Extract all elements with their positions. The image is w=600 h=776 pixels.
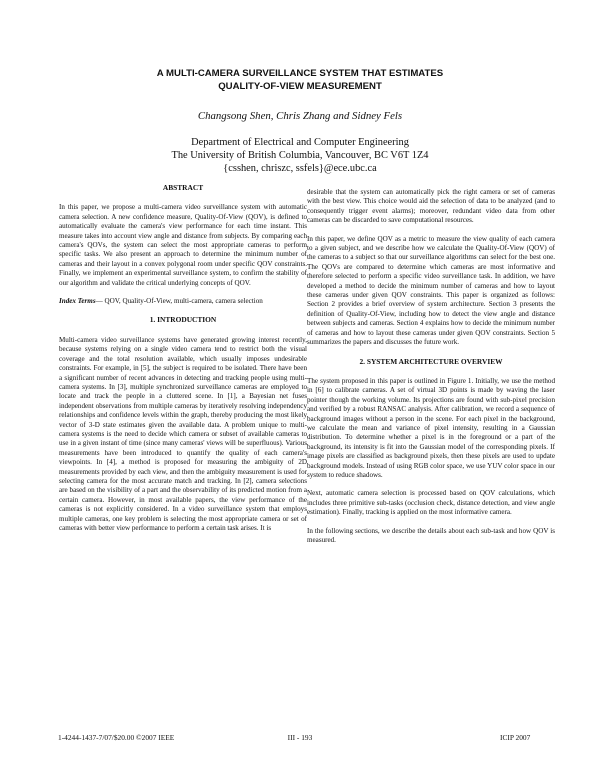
- footer-page-number: III - 193: [287, 733, 313, 742]
- intro-heading: 1. INTRODUCTION: [149, 315, 217, 325]
- right-column: [307, 188, 555, 554]
- right-para-3: The system proposed in this paper is outlined in Figure 1. Initially, we use the method in [6] to calibrate cameras. A set of virtual 3D points is made by waving the laser pointer though the working volume. Its projections are found with sub-pixel precision and verified by a robust RANSAC analysis. After calibration, we record a sequence of background images without a person in the scene. For each pixel in the background, we calculate the mean and variance of pixel intensity, resulting in a Gaussian distribution. To determine whether a pixel is in the foreground or a part of the background, its intensity is fit into the Gaussian model of the corresponding pixels. If image pixels are classified as background pixels, then these pixels are used to update background models. Instead of using RGB color space, we use YUV color space in our system to reduce shadows.: [307, 376, 555, 479]
- abstract-text: In this paper, we propose a multi-camera video surveillance system with automatic camera selection. A new confidence measure, Quality-Of-View (QOV), is defined to automatically evaluate the camera's view performance for each time instant. This measure takes into account view angle and distance from subjects. By comparing each camera's QOVs, the system can select the most appropriate cameras to perform specific tasks. We also present an approach to determine the minimum number of cameras and their layout in a convex polygonal room under specific QOV constraints. Finally, we implement an experimental surveillance system, to confirm the stability of our algorithm and validate the critical underlying concepts of QOV.: [59, 203, 307, 287]
- department: Department of Electrical and Computer Engineering: [191, 137, 409, 148]
- intro-text: Multi-camera video surveillance systems have generated growing interest recently, because systems relying on a single video camera tend to restrict both the visual coverage and the total resolution available, which usually imposes undesirable constraints. For example, in [5], the subject is required to be isolated. There have been a significant number of recent advances in detecting and tracking people using multi-camera systems. In [3], multiple synchronized surveillance cameras are employed to locate and track the people in a cluttered scene. In [1], a Bayesian net fuses independent observations from multiple cameras by iteratively resolving independency relationships and confidence levels within the graph, thereby producing the most likely vector of 3-D state estimates given the available data. A problem unique to multi-camera systems is the need to decide which camera or subset of available cameras to use in a given instant of time (since many cameras' views will be superfluous). Various measurements have been introduced to quantify the quality of each camera's viewpoints. In [4], a method is proposed for measuring the ambiguity of 2D measurements provided by each view, and then the ambiguity measurement is used for selecting camera for the most accurate match and tracking. In [2], camera selections are based on the visibility of a part and the observability of its predicted motion from a certain camera. However, in most available papers, the view performance of the cameras is not explicitly considered. In a video surveillance system that employs multiple cameras, one key problem is selecting the most appropriate camera or set of cameras with better view performance to perform a certain task arises. It is: [59, 335, 307, 532]
- university: The University of British Columbia, Vancouver, BC V6T 1Z4: [171, 150, 429, 162]
- right-para-5: In the following sections, we describe the details about each sub-task and how QOV is measured.: [307, 526, 555, 544]
- footer-copyright: 1-4244-1437-7/07/$20.00 ©2007 IEEE: [58, 733, 175, 742]
- footer-venue: ICIP 2007: [500, 733, 531, 742]
- title-line-1: A MULTI-CAMERA SURVEILLANCE SYSTEM THAT ESTIMATES: [156, 68, 444, 79]
- index-terms: [59, 297, 307, 306]
- abstract-heading: ABSTRACT: [162, 183, 204, 192]
- paper-title: [40, 68, 560, 93]
- right-para-4: Next, automatic camera selection is processed based on QOV calculations, which includes three primitive sub-tasks (occlusion check, distance detection, and view angle estimation). Finally, tracking is applied on the most informative camera.: [307, 489, 555, 517]
- title-line-2: QUALITY-OF-VIEW MEASUREMENT: [218, 80, 382, 92]
- section2-heading: 2. SYSTEM ARCHITECTURE OVERVIEW: [359, 356, 503, 366]
- right-para-2: In this paper, we define QOV as a metric to measure the view quality of each camera to a given subject, and we describe how we calculate the Quality-Of-View (QOV) of the cameras to a subject so that our surveillance algorithms can select for the best one. The QOVs are compared to determine which cameras are most informative and therefore selected to perform a specific video surveillance task. In addition, we have developed a method to decide the minimum number of cameras and how to layout these cameras under given QOV constraints. This paper is organized as follows: Section 2 provides a brief overview of system architecture. Section 3 presents the definition of Quality-Of-View, including how to detect the view angle and distance between subjects and cameras. Section 4 explains how to decide the minimum number of cameras and how to layout these cameras under given QOV constraints. Section 5 summarizes the papers and discusses the future work.: [307, 234, 555, 347]
- authors: Changsong Shen, Chris Zhang and Sidney Fels: [197, 110, 403, 122]
- affiliation: [40, 136, 560, 176]
- emails: {csshen, chriszc, ssfels}@ece.ubc.ca: [223, 163, 377, 175]
- index-terms-text: — QOV, Quality-Of-View, multi-camera, camera selection: [95, 297, 263, 306]
- index-terms-label: Index Terms: [59, 297, 96, 306]
- right-para-1: desirable that the system can automatically pick the right camera or set of cameras with the best view. This choice would aid the selection of data to be analyzed (and to consequently trigger event alarms); moreover, redundant video data from other cameras can be discarded to save computational resources.: [307, 188, 555, 225]
- left-column: [59, 183, 307, 542]
